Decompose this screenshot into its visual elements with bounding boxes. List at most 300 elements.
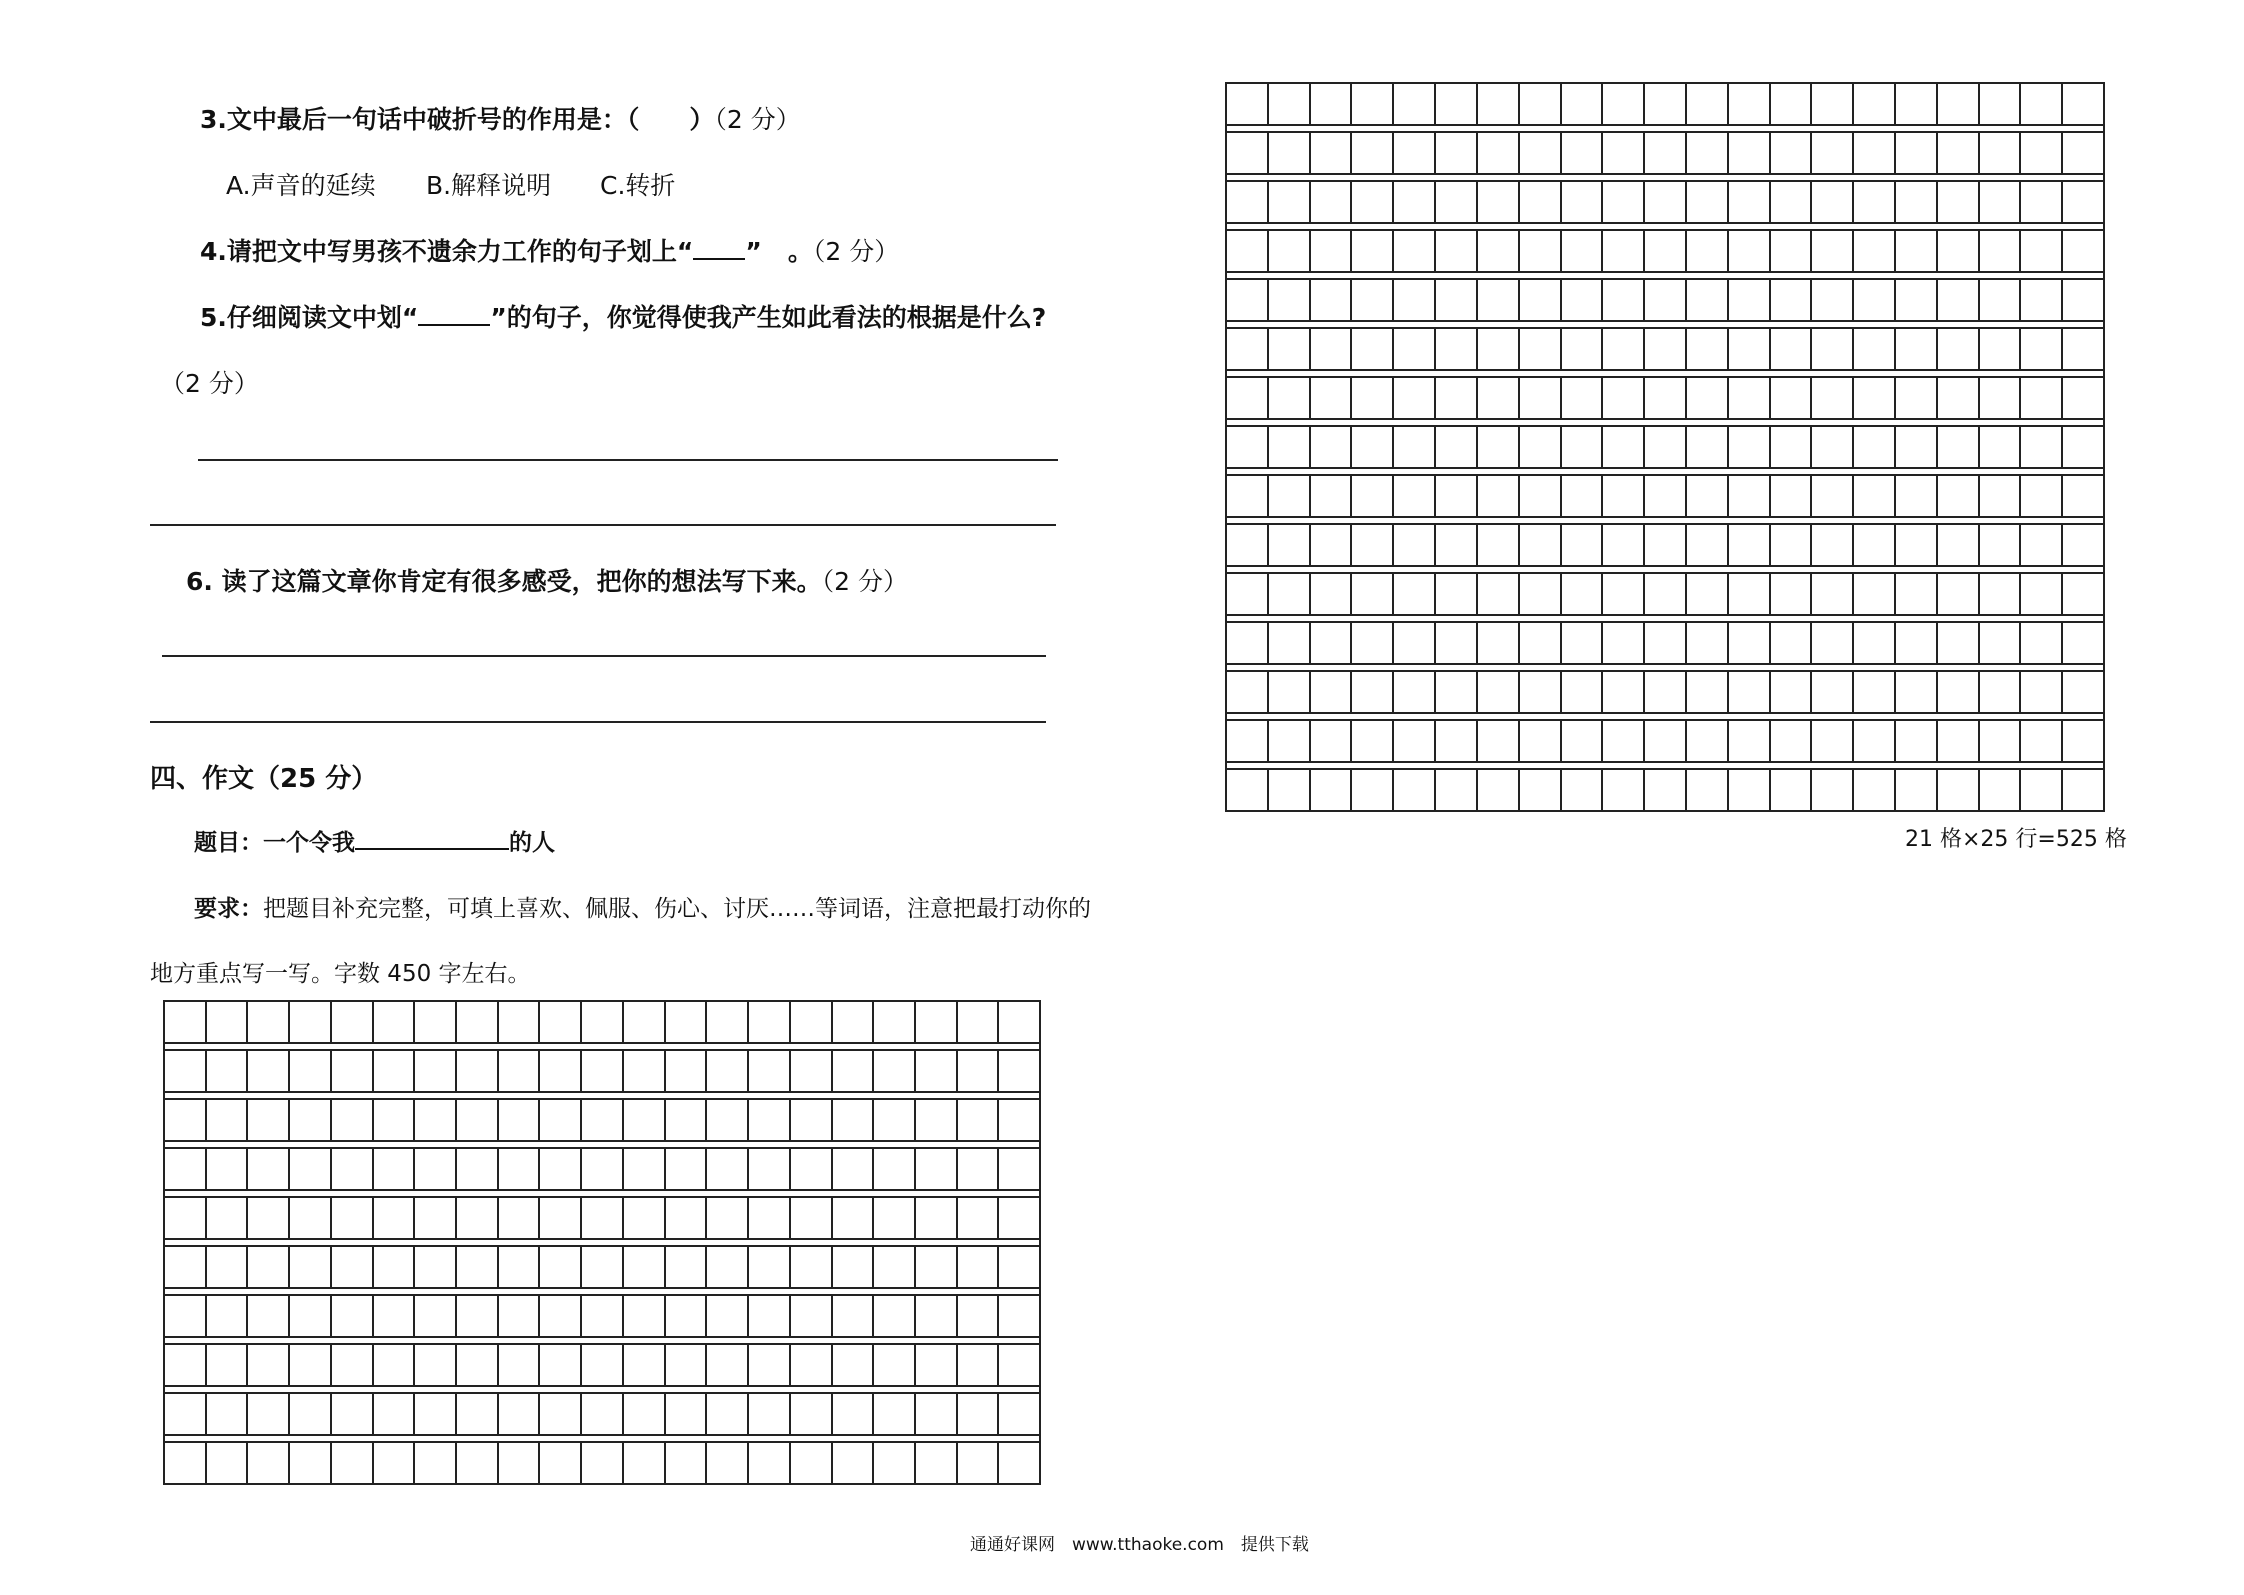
grid-cell[interactable] — [1520, 476, 1562, 516]
grid-cell[interactable] — [332, 1443, 374, 1483]
grid-cell[interactable] — [499, 1247, 541, 1287]
grid-cell[interactable] — [1478, 770, 1520, 810]
grid-cell[interactable] — [1436, 133, 1478, 173]
grid-cell[interactable] — [707, 1002, 749, 1042]
grid-cell[interactable] — [1603, 133, 1645, 173]
grid-cell[interactable] — [1311, 182, 1353, 222]
grid-cell[interactable] — [1729, 329, 1771, 369]
grid-cell[interactable] — [1687, 525, 1729, 565]
grid-cell[interactable] — [1436, 721, 1478, 761]
grid-cell[interactable] — [874, 1002, 916, 1042]
grid-cell[interactable] — [582, 1002, 624, 1042]
grid-cell[interactable] — [1812, 770, 1854, 810]
grid-cell[interactable] — [457, 1296, 499, 1336]
grid-cell[interactable] — [1896, 525, 1938, 565]
grid-cell[interactable] — [1603, 329, 1645, 369]
grid-cell[interactable] — [1352, 623, 1394, 663]
grid-cell[interactable] — [332, 1394, 374, 1434]
grid-cell[interactable] — [332, 1002, 374, 1042]
grid-cell[interactable] — [958, 1394, 1000, 1434]
grid-cell[interactable] — [1352, 770, 1394, 810]
grid-cell[interactable] — [1938, 84, 1980, 124]
grid-cell[interactable] — [165, 1345, 207, 1385]
grid-cell[interactable] — [1436, 182, 1478, 222]
grid-cell[interactable] — [1269, 672, 1311, 712]
grid-cell[interactable] — [1478, 525, 1520, 565]
grid-cell[interactable] — [1269, 133, 1311, 173]
grid-cell[interactable] — [1938, 721, 1980, 761]
grid-cell[interactable] — [874, 1345, 916, 1385]
grid-cell[interactable] — [1520, 329, 1562, 369]
grid-cell[interactable] — [1896, 329, 1938, 369]
grid-cell[interactable] — [1520, 574, 1562, 614]
grid-cell[interactable] — [916, 1394, 958, 1434]
grid-cell[interactable] — [1729, 574, 1771, 614]
grid-cell[interactable] — [999, 1002, 1039, 1042]
grid-cell[interactable] — [999, 1296, 1039, 1336]
grid-cell[interactable] — [1812, 574, 1854, 614]
grid-cell[interactable] — [1227, 231, 1269, 271]
grid-cell[interactable] — [1436, 231, 1478, 271]
grid-cell[interactable] — [165, 1051, 207, 1091]
grid-cell[interactable] — [1269, 378, 1311, 418]
grid-cell[interactable] — [1436, 672, 1478, 712]
grid-cell[interactable] — [1771, 329, 1813, 369]
grid-cell[interactable] — [499, 1149, 541, 1189]
grid-cell[interactable] — [1311, 525, 1353, 565]
grid-cell[interactable] — [1436, 623, 1478, 663]
grid-cell[interactable] — [916, 1198, 958, 1238]
grid-cell[interactable] — [1812, 525, 1854, 565]
grid-cell[interactable] — [1603, 623, 1645, 663]
grid-cell[interactable] — [1520, 378, 1562, 418]
grid-cell[interactable] — [1394, 280, 1436, 320]
grid-cell[interactable] — [1311, 378, 1353, 418]
grid-cell[interactable] — [1938, 133, 1980, 173]
grid-cell[interactable] — [1771, 672, 1813, 712]
grid-cell[interactable] — [2021, 574, 2063, 614]
grid-cell[interactable] — [1269, 182, 1311, 222]
grid-cell[interactable] — [1394, 623, 1436, 663]
grid-cell[interactable] — [1980, 84, 2022, 124]
grid-cell[interactable] — [1311, 672, 1353, 712]
grid-cell[interactable] — [2021, 84, 2063, 124]
grid-cell[interactable] — [833, 1296, 875, 1336]
grid-cell[interactable] — [1687, 721, 1729, 761]
grid-cell[interactable] — [1603, 770, 1645, 810]
grid-cell[interactable] — [1269, 280, 1311, 320]
grid-cell[interactable] — [457, 1051, 499, 1091]
grid-cell[interactable] — [1854, 280, 1896, 320]
grid-cell[interactable] — [1896, 427, 1938, 467]
grid-cell[interactable] — [1812, 672, 1854, 712]
grid-cell[interactable] — [1980, 525, 2022, 565]
grid-cell[interactable] — [1269, 623, 1311, 663]
question-5-answer-line-1[interactable] — [198, 459, 1058, 461]
grid-cell[interactable] — [457, 1002, 499, 1042]
grid-cell[interactable] — [415, 1149, 457, 1189]
grid-cell[interactable] — [666, 1247, 708, 1287]
grid-cell[interactable] — [540, 1198, 582, 1238]
grid-cell[interactable] — [1896, 182, 1938, 222]
grid-cell[interactable] — [1520, 721, 1562, 761]
grid-cell[interactable] — [540, 1100, 582, 1140]
grid-cell[interactable] — [1394, 574, 1436, 614]
grid-cell[interactable] — [1896, 280, 1938, 320]
grid-cell[interactable] — [1269, 525, 1311, 565]
grid-cell[interactable] — [666, 1149, 708, 1189]
grid-cell[interactable] — [582, 1247, 624, 1287]
grid-cell[interactable] — [874, 1100, 916, 1140]
grid-cell[interactable] — [1645, 574, 1687, 614]
grid-cell[interactable] — [1394, 378, 1436, 418]
grid-cell[interactable] — [248, 1247, 290, 1287]
grid-cell[interactable] — [1980, 623, 2022, 663]
grid-cell[interactable] — [1352, 133, 1394, 173]
grid-cell[interactable] — [1352, 84, 1394, 124]
grid-cell[interactable] — [1394, 770, 1436, 810]
grid-cell[interactable] — [165, 1002, 207, 1042]
grid-cell[interactable] — [1854, 378, 1896, 418]
grid-cell[interactable] — [540, 1394, 582, 1434]
grid-cell[interactable] — [165, 1247, 207, 1287]
grid-cell[interactable] — [624, 1198, 666, 1238]
grid-cell[interactable] — [1394, 721, 1436, 761]
grid-cell[interactable] — [2063, 231, 2103, 271]
grid-cell[interactable] — [1562, 84, 1604, 124]
grid-cell[interactable] — [1394, 231, 1436, 271]
grid-cell[interactable] — [1687, 231, 1729, 271]
grid-cell[interactable] — [1520, 623, 1562, 663]
grid-cell[interactable] — [1603, 721, 1645, 761]
grid-cell[interactable] — [582, 1198, 624, 1238]
grid-cell[interactable] — [1562, 182, 1604, 222]
grid-cell[interactable] — [1938, 427, 1980, 467]
grid-cell[interactable] — [2063, 525, 2103, 565]
grid-cell[interactable] — [1352, 574, 1394, 614]
grid-cell[interactable] — [1603, 182, 1645, 222]
grid-cell[interactable] — [1980, 133, 2022, 173]
grid-cell[interactable] — [1478, 378, 1520, 418]
grid-cell[interactable] — [1938, 329, 1980, 369]
grid-cell[interactable] — [874, 1247, 916, 1287]
grid-cell[interactable] — [499, 1443, 541, 1483]
grid-cell[interactable] — [1603, 378, 1645, 418]
grid-cell[interactable] — [290, 1443, 332, 1483]
grid-cell[interactable] — [1980, 574, 2022, 614]
grid-cell[interactable] — [1687, 84, 1729, 124]
grid-cell[interactable] — [999, 1394, 1039, 1434]
grid-cell[interactable] — [1352, 182, 1394, 222]
grid-cell[interactable] — [1227, 721, 1269, 761]
grid-cell[interactable] — [791, 1198, 833, 1238]
grid-cell[interactable] — [1227, 574, 1269, 614]
grid-cell[interactable] — [374, 1100, 416, 1140]
grid-cell[interactable] — [707, 1100, 749, 1140]
grid-cell[interactable] — [457, 1149, 499, 1189]
grid-cell[interactable] — [1771, 280, 1813, 320]
grid-cell[interactable] — [332, 1149, 374, 1189]
grid-cell[interactable] — [2063, 623, 2103, 663]
grid-cell[interactable] — [1352, 329, 1394, 369]
grid-cell[interactable] — [2063, 378, 2103, 418]
grid-cell[interactable] — [999, 1247, 1039, 1287]
grid-cell[interactable] — [916, 1002, 958, 1042]
grid-cell[interactable] — [1938, 770, 1980, 810]
grid-cell[interactable] — [1603, 84, 1645, 124]
grid-cell[interactable] — [1729, 280, 1771, 320]
grid-cell[interactable] — [958, 1198, 1000, 1238]
grid-cell[interactable] — [1771, 525, 1813, 565]
grid-cell[interactable] — [1812, 427, 1854, 467]
grid-cell[interactable] — [999, 1051, 1039, 1091]
grid-cell[interactable] — [1478, 231, 1520, 271]
grid-cell[interactable] — [1603, 525, 1645, 565]
grid-cell[interactable] — [916, 1100, 958, 1140]
grid-cell[interactable] — [248, 1296, 290, 1336]
grid-cell[interactable] — [833, 1002, 875, 1042]
grid-cell[interactable] — [499, 1051, 541, 1091]
grid-cell[interactable] — [1645, 231, 1687, 271]
grid-cell[interactable] — [999, 1198, 1039, 1238]
grid-cell[interactable] — [666, 1002, 708, 1042]
grid-cell[interactable] — [1729, 770, 1771, 810]
grid-cell[interactable] — [1478, 84, 1520, 124]
grid-cell[interactable] — [332, 1247, 374, 1287]
grid-cell[interactable] — [1645, 378, 1687, 418]
grid-cell[interactable] — [1562, 427, 1604, 467]
grid-cell[interactable] — [332, 1296, 374, 1336]
grid-cell[interactable] — [290, 1051, 332, 1091]
grid-cell[interactable] — [582, 1345, 624, 1385]
grid-cell[interactable] — [1645, 623, 1687, 663]
grid-cell[interactable] — [1436, 378, 1478, 418]
grid-cell[interactable] — [1854, 427, 1896, 467]
grid-cell[interactable] — [1896, 476, 1938, 516]
grid-cell[interactable] — [374, 1345, 416, 1385]
grid-cell[interactable] — [624, 1100, 666, 1140]
grid-cell[interactable] — [332, 1198, 374, 1238]
grid-cell[interactable] — [1729, 231, 1771, 271]
grid-cell[interactable] — [833, 1345, 875, 1385]
grid-cell[interactable] — [833, 1100, 875, 1140]
grid-cell[interactable] — [1562, 574, 1604, 614]
grid-cell[interactable] — [958, 1296, 1000, 1336]
grid-cell[interactable] — [415, 1394, 457, 1434]
grid-cell[interactable] — [1812, 231, 1854, 271]
grid-cell[interactable] — [1645, 427, 1687, 467]
grid-cell[interactable] — [666, 1198, 708, 1238]
grid-cell[interactable] — [290, 1002, 332, 1042]
grid-cell[interactable] — [1603, 427, 1645, 467]
grid-cell[interactable] — [1562, 623, 1604, 663]
grid-cell[interactable] — [499, 1345, 541, 1385]
grid-cell[interactable] — [1478, 329, 1520, 369]
grid-cell[interactable] — [624, 1002, 666, 1042]
grid-cell[interactable] — [624, 1296, 666, 1336]
grid-cell[interactable] — [1436, 525, 1478, 565]
grid-cell[interactable] — [1771, 574, 1813, 614]
grid-cell[interactable] — [791, 1443, 833, 1483]
grid-cell[interactable] — [248, 1394, 290, 1434]
grid-cell[interactable] — [1352, 672, 1394, 712]
grid-cell[interactable] — [332, 1100, 374, 1140]
grid-cell[interactable] — [2063, 770, 2103, 810]
grid-cell[interactable] — [290, 1100, 332, 1140]
grid-cell[interactable] — [749, 1149, 791, 1189]
grid-cell[interactable] — [1938, 280, 1980, 320]
grid-cell[interactable] — [2021, 329, 2063, 369]
grid-cell[interactable] — [1938, 182, 1980, 222]
grid-cell[interactable] — [1729, 476, 1771, 516]
grid-cell[interactable] — [707, 1051, 749, 1091]
grid-cell[interactable] — [1269, 329, 1311, 369]
grid-cell[interactable] — [1520, 525, 1562, 565]
grid-cell[interactable] — [415, 1345, 457, 1385]
grid-cell[interactable] — [916, 1345, 958, 1385]
grid-cell[interactable] — [1227, 329, 1269, 369]
grid-cell[interactable] — [1394, 84, 1436, 124]
grid-cell[interactable] — [874, 1296, 916, 1336]
grid-cell[interactable] — [1520, 427, 1562, 467]
grid-cell[interactable] — [457, 1100, 499, 1140]
grid-cell[interactable] — [248, 1198, 290, 1238]
grid-cell[interactable] — [1394, 133, 1436, 173]
grid-cell[interactable] — [2063, 84, 2103, 124]
grid-cell[interactable] — [2063, 574, 2103, 614]
grid-cell[interactable] — [1227, 427, 1269, 467]
grid-cell[interactable] — [248, 1149, 290, 1189]
grid-cell[interactable] — [1938, 231, 1980, 271]
grid-cell[interactable] — [749, 1296, 791, 1336]
grid-cell[interactable] — [1269, 574, 1311, 614]
grid-cell[interactable] — [2021, 525, 2063, 565]
grid-cell[interactable] — [1311, 623, 1353, 663]
grid-cell[interactable] — [165, 1394, 207, 1434]
grid-cell[interactable] — [1394, 476, 1436, 516]
grid-cell[interactable] — [624, 1149, 666, 1189]
grid-cell[interactable] — [1394, 525, 1436, 565]
grid-cell[interactable] — [1478, 623, 1520, 663]
grid-cell[interactable] — [1896, 623, 1938, 663]
grid-cell[interactable] — [791, 1345, 833, 1385]
grid-cell[interactable] — [791, 1051, 833, 1091]
grid-cell[interactable] — [833, 1149, 875, 1189]
grid-cell[interactable] — [1352, 378, 1394, 418]
grid-cell[interactable] — [1394, 329, 1436, 369]
grid-cell[interactable] — [1896, 574, 1938, 614]
grid-cell[interactable] — [1478, 133, 1520, 173]
grid-cell[interactable] — [165, 1149, 207, 1189]
grid-cell[interactable] — [1854, 182, 1896, 222]
grid-cell[interactable] — [958, 1051, 1000, 1091]
grid-cell[interactable] — [1269, 476, 1311, 516]
grid-cell[interactable] — [1812, 329, 1854, 369]
grid-cell[interactable] — [1603, 672, 1645, 712]
grid-cell[interactable] — [1854, 574, 1896, 614]
grid-cell[interactable] — [207, 1198, 249, 1238]
grid-cell[interactable] — [1227, 623, 1269, 663]
grid-cell[interactable] — [1645, 770, 1687, 810]
grid-cell[interactable] — [1520, 770, 1562, 810]
grid-cell[interactable] — [1352, 427, 1394, 467]
grid-cell[interactable] — [248, 1443, 290, 1483]
grid-cell[interactable] — [207, 1100, 249, 1140]
grid-cell[interactable] — [1771, 133, 1813, 173]
question-6-answer-line-2[interactable] — [150, 721, 1046, 723]
grid-cell[interactable] — [1729, 427, 1771, 467]
grid-cell[interactable] — [374, 1394, 416, 1434]
grid-cell[interactable] — [1311, 231, 1353, 271]
grid-cell[interactable] — [457, 1443, 499, 1483]
grid-cell[interactable] — [415, 1198, 457, 1238]
grid-cell[interactable] — [1812, 133, 1854, 173]
grid-cell[interactable] — [999, 1443, 1039, 1483]
grid-cell[interactable] — [1311, 721, 1353, 761]
grid-cell[interactable] — [1980, 427, 2022, 467]
grid-cell[interactable] — [332, 1051, 374, 1091]
grid-cell[interactable] — [1771, 378, 1813, 418]
grid-cell[interactable] — [1603, 231, 1645, 271]
grid-cell[interactable] — [916, 1051, 958, 1091]
grid-cell[interactable] — [540, 1149, 582, 1189]
grid-cell[interactable] — [707, 1198, 749, 1238]
grid-cell[interactable] — [1729, 133, 1771, 173]
grid-cell[interactable] — [1436, 770, 1478, 810]
grid-cell[interactable] — [1562, 721, 1604, 761]
grid-cell[interactable] — [1812, 623, 1854, 663]
grid-cell[interactable] — [1478, 182, 1520, 222]
grid-cell[interactable] — [1562, 329, 1604, 369]
grid-cell[interactable] — [1352, 721, 1394, 761]
grid-cell[interactable] — [1812, 280, 1854, 320]
grid-cell[interactable] — [540, 1247, 582, 1287]
grid-cell[interactable] — [1645, 525, 1687, 565]
grid-cell[interactable] — [457, 1345, 499, 1385]
grid-cell[interactable] — [958, 1100, 1000, 1140]
grid-cell[interactable] — [1687, 280, 1729, 320]
grid-cell[interactable] — [540, 1345, 582, 1385]
grid-cell[interactable] — [833, 1051, 875, 1091]
grid-cell[interactable] — [1562, 672, 1604, 712]
grid-cell[interactable] — [207, 1296, 249, 1336]
grid-cell[interactable] — [1729, 721, 1771, 761]
grid-cell[interactable] — [1269, 770, 1311, 810]
grid-cell[interactable] — [332, 1345, 374, 1385]
grid-cell[interactable] — [165, 1443, 207, 1483]
grid-cell[interactable] — [457, 1247, 499, 1287]
grid-cell[interactable] — [1645, 721, 1687, 761]
grid-cell[interactable] — [1269, 231, 1311, 271]
grid-cell[interactable] — [1645, 84, 1687, 124]
grid-cell[interactable] — [874, 1443, 916, 1483]
grid-cell[interactable] — [1227, 672, 1269, 712]
grid-cell[interactable] — [1771, 721, 1813, 761]
grid-cell[interactable] — [666, 1051, 708, 1091]
grid-cell[interactable] — [1227, 770, 1269, 810]
grid-cell[interactable] — [874, 1051, 916, 1091]
grid-cell[interactable] — [1520, 280, 1562, 320]
grid-cell[interactable] — [2063, 721, 2103, 761]
grid-cell[interactable] — [1980, 329, 2022, 369]
grid-cell[interactable] — [707, 1443, 749, 1483]
grid-cell[interactable] — [1980, 721, 2022, 761]
grid-cell[interactable] — [540, 1051, 582, 1091]
grid-cell[interactable] — [290, 1345, 332, 1385]
grid-cell[interactable] — [1896, 84, 1938, 124]
grid-cell[interactable] — [1603, 476, 1645, 516]
grid-cell[interactable] — [582, 1296, 624, 1336]
